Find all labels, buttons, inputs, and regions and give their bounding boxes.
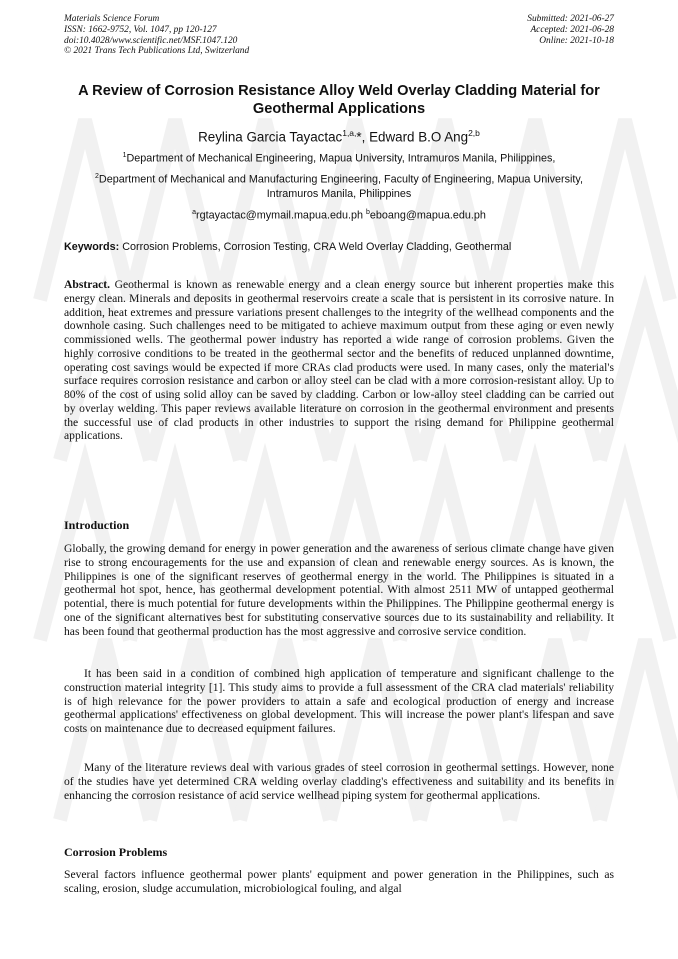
email-a[interactable]: rgtayactac@mymail.mapua.edu.ph: [195, 209, 363, 222]
keywords-label: Keywords:: [64, 241, 120, 253]
journal-doi: doi:10.4028/www.scientific.net/MSF.1047.120: [64, 35, 238, 46]
affiliation-1-marker: 1: [122, 152, 127, 159]
keywords-text: Corrosion Problems, Corrosion Testing, CRA Weld Overlay Cladding, Geothermal: [119, 241, 512, 253]
journal-copyright: © 2021 Trans Tech Publications Ltd, Switzerland: [64, 46, 250, 57]
abstract-text: Geothermal is known as renewable energy and a clean energy source but inherent properties make this energy clean. Minerals and deposits in geothermal reservoirs create a scale that is persistent in its corrosive nature. In addition, heat extremes and pressure variations present challenges to the integrity of the wellhead components and the downhole casing. Such challenges need to be mitigated to achieve maximum output from these aging or even newly commissioned wells. The geothermal power industry has reported a wide range of corrosion problems. Given the highly corrosive conditions to be treated in the geothermal sector and the benefits of reduced unplanned downtime, operating cost savings would be expected if more CRAs clad products were used. In many cases, only the material's surface requires corrosion resistance and carbon or alloy steel can be clad with a more corrosion-resistant alloy. Up to 80% of the cost of using solid alloy can be saved by cladding. Carbon or low-alloy steel cladding can be carried out by overlay welding. This paper reviews available literature on corrosion in the geothermal environment and presents the successful use of clad products in other industries to support the rising demand for Philippine geothermal applications.: [64, 278, 614, 443]
journal-info: [64, 14, 384, 57]
abstract: [64, 278, 614, 443]
submission-dates: [354, 14, 614, 46]
affiliation-1-text: Department of Mechanical Engineering, Mapua University, Intramuros Manila, Philippines,: [126, 152, 556, 165]
abstract-label: Abstract.: [64, 278, 111, 291]
corrosion-problems-paragraph: Several factors influence geothermal power plants' equipment and power generation in the Philippines, such as scaling, erosion, sludge accumulation, microbiological fouling, and algal: [64, 868, 614, 895]
affiliation-2-text: Department of Mechanical and Manufacturing Engineering, Faculty of Engineering, Mapua University, Intramuros Manila, Philippines: [98, 173, 584, 200]
corrosion-problems-heading: Corrosion Problems: [64, 845, 168, 859]
author-2-superscript: 2,b: [468, 128, 480, 138]
accepted-date: Accepted: 2021-06-28: [530, 24, 614, 35]
online-date: Online: 2021-10-18: [539, 35, 614, 46]
author-list: [40, 124, 638, 146]
introduction-paragraph-3: Many of the literature reviews deal with various grades of steel corrosion in geothermal settings. However, none of the studies have yet determined CRA welding overlay cladding's effectiveness and suitability and its benefits in enhancing the corrosion resistance of acid service wellhead piping system for geothermal applications.: [64, 761, 614, 802]
author-1-superscript: 1,a,: [342, 128, 357, 138]
email-a-marker: a: [192, 209, 196, 216]
email-b[interactable]: eboang@mapua.edu.ph: [369, 209, 486, 222]
introduction-paragraph-2: It has been said in a condition of combined high application of temperature and significant challenge to the construction material integrity [1]. This study aims to provide a full assessment of the CRA clad materials' reliability is of high relevance for the power providers to attain a safe and ecological production of energy and increase geothermal applications' effectiveness on global development. This will increase the power plant's lifespan and save costs on maintenance due to decreased equipment failures.: [64, 667, 614, 735]
affiliation-2: [70, 170, 608, 201]
author-separator: ,: [361, 129, 370, 145]
keywords: [64, 240, 618, 254]
journal-name: Materials Science Forum: [64, 14, 160, 24]
author-emails: [70, 206, 608, 223]
introduction-heading: Introduction: [64, 518, 130, 532]
journal-issn: ISSN: 1662-9752, Vol. 1047, pp 120-127: [64, 24, 217, 35]
email-b-marker: b: [365, 209, 370, 216]
affiliation-1: [70, 149, 608, 166]
submitted-date: Submitted: 2021-06-27: [527, 14, 614, 24]
author-1-name: Reylina Garcia Tayactac: [198, 129, 343, 145]
author-2-name: Edward B.O Ang: [369, 129, 469, 145]
affiliation-2-marker: 2: [94, 173, 99, 180]
introduction-paragraph-1: Globally, the growing demand for energy in power generation and the awareness of serious climate change have given rise to strong encouragements for the use and expansion of clean and renewable energy sources. As is known, the Philippines is one of the significant reserves of geothermal energy in the world. The Philippines is situated in a geothermal hot spot, hence, has geothermal development potential. With almost 2511 MW of untapped geothermal potential, there is much potential for future developments within the Philippines. The Philippine geothermal energy is one of the significant alternatives best for substituting conservative sources due to its sustainability and reliability. It has been found that geothermal production has the most aggressive and corrosive service condition.: [64, 542, 614, 638]
corresponding-author-mark: *: [356, 129, 362, 145]
paper-title: A Review of Corrosion Resistance Alloy Weld Overlay Cladding Material for Geothermal Applications: [78, 83, 600, 117]
